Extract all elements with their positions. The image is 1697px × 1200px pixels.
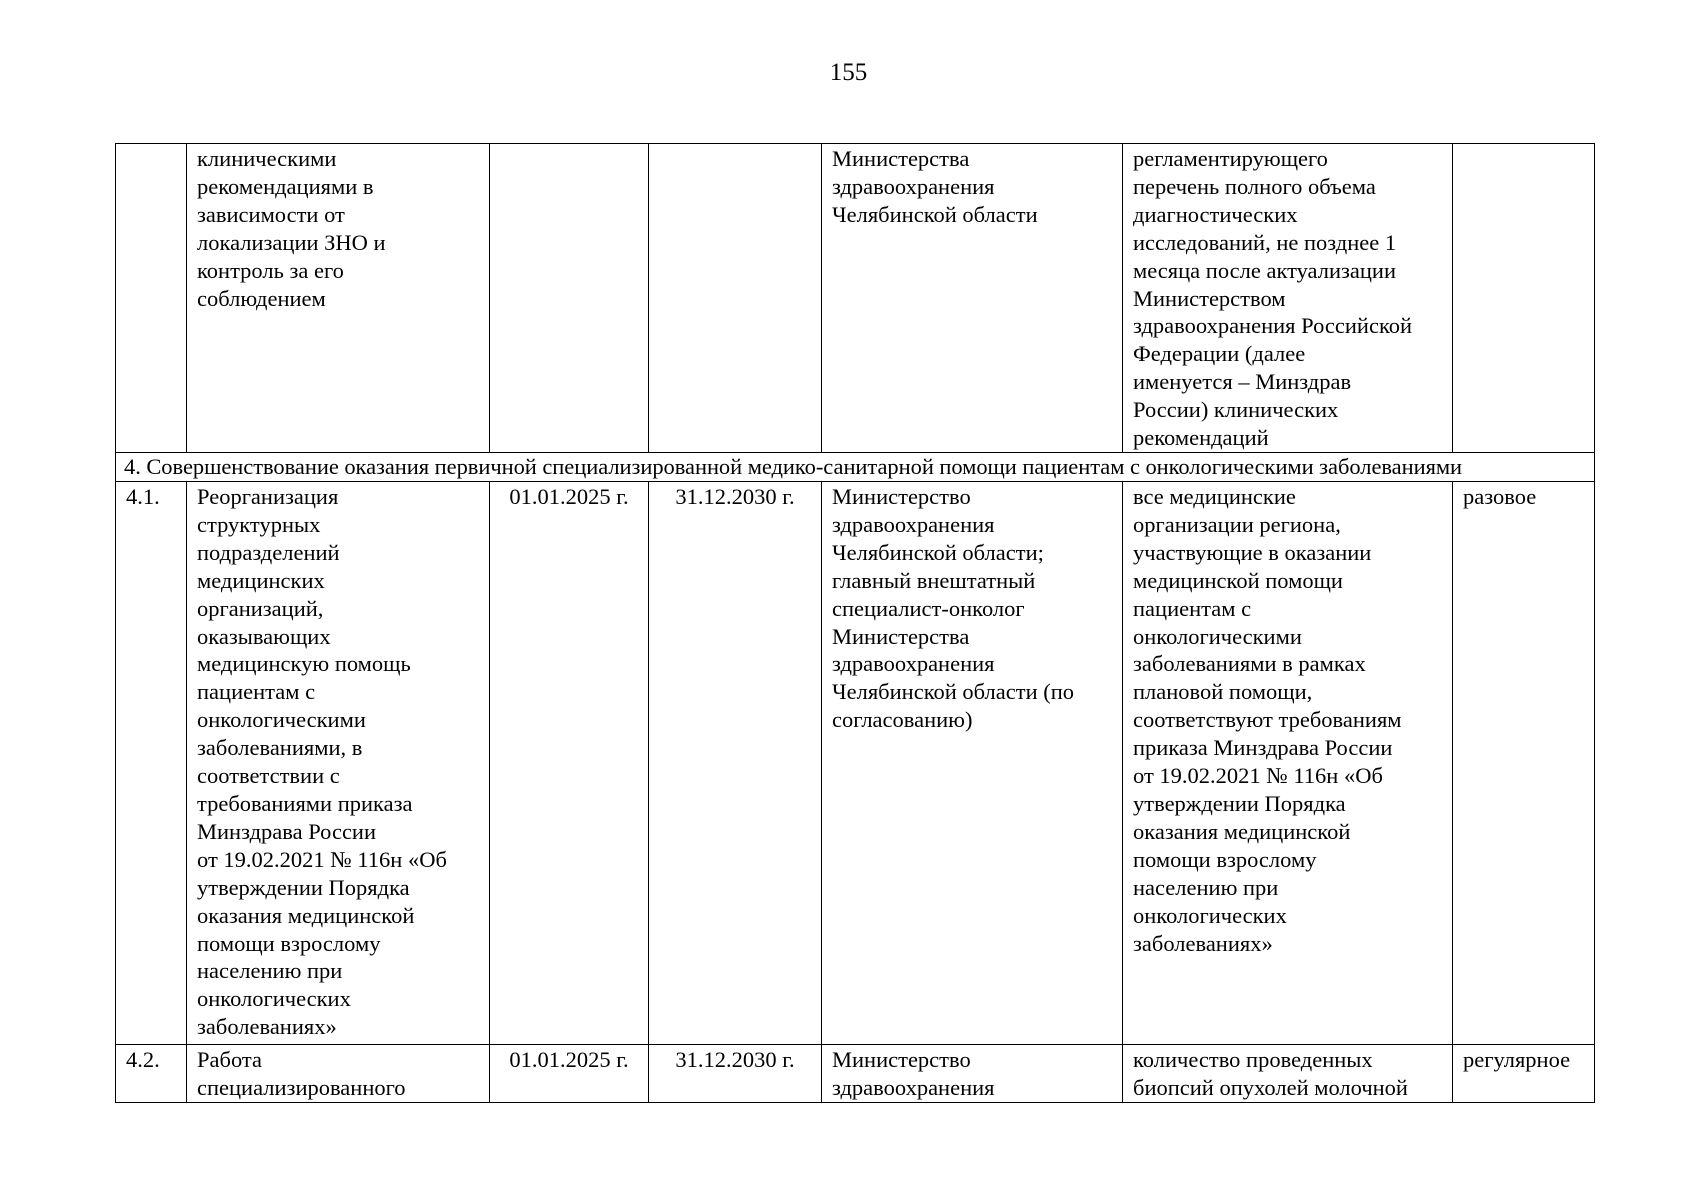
cell-line: заболеваниях» [1133,930,1273,956]
cell-line: населению при [1133,874,1279,900]
cell-line: специализированного [197,1074,406,1100]
cell-line: организаций, [197,595,324,621]
cell-line: перечень полного объема [1133,173,1376,199]
cell-line: диагностических [1133,201,1298,227]
cell-responsible [822,1045,1123,1103]
cell-line: приказа Минздрава России [1133,735,1393,761]
cell-line: рекомендаций [1133,425,1269,451]
cell-line: Челябинской области; [832,539,1044,565]
cell-type: разовое [1453,482,1595,1045]
cell-line: Министерства [832,623,970,649]
cell-line: Министерством [1133,285,1286,311]
cell-line: помощи взрослому [197,930,381,956]
cell-line: здравоохранения [832,1074,995,1100]
cell-responsible [822,144,1123,453]
cell-line: здравоохранения [832,651,995,677]
cell-activity [187,144,490,453]
cell-type: регулярное [1453,1045,1595,1103]
cell-line: участвующие в оказании [1133,539,1372,565]
cell-line: Министерство [832,1047,971,1072]
cell-line: количество проведенных [1133,1047,1373,1072]
page-number: 155 [829,59,868,86]
cell-line: соблюдением [197,285,326,311]
cell-line: регламентирующего [1133,146,1328,171]
table-row [116,1045,1595,1103]
table-row [116,482,1595,1045]
cell-line: Министерство [832,484,971,509]
cell-activity [187,1045,490,1103]
cell-responsible [822,482,1123,1045]
cell-line: от 19.02.2021 № 116н «Об [197,846,447,872]
cell-type [1453,144,1595,453]
cell-result [1123,1045,1453,1103]
cell-line: согласованию) [832,707,973,733]
cell-line: помощи взрослому [1133,846,1317,872]
cell-start-date: 01.01.2025 г. [490,1045,649,1103]
cell-line: Министерства [832,146,970,171]
table-section-row [116,453,1595,482]
cell-line: оказания медицинской [1133,818,1351,844]
cell-number [116,144,187,453]
cell-end-date [649,144,822,453]
cell-line: месяца после актуализации [1133,257,1397,283]
cell-line: онкологических [1133,902,1287,928]
cell-line: медицинских [197,567,325,593]
cell-line: пациентам с [1133,595,1252,621]
cell-line: онкологическими [197,707,366,733]
cell-number: 4.1. [116,482,187,1045]
cell-line: России) клинических [1133,397,1339,423]
cell-line: Челябинской области [832,201,1038,227]
cell-line: Федерации (далее [1133,341,1306,367]
cell-line: биопсий опухолей молочной [1133,1074,1408,1100]
cell-line: медицинской помощи [1133,567,1343,593]
cell-line: структурных [197,511,321,537]
cell-line: Работа [197,1047,262,1072]
cell-line: медицинскую помощь [197,651,411,677]
cell-line: заболеваниями в рамках [1133,651,1366,677]
cell-line: зависимости от [197,201,345,227]
cell-line: здравоохранения [832,173,995,199]
cell-line: клиническими [197,146,337,171]
cell-line: контроль за его [197,257,344,283]
cell-line: соответствии с [197,763,340,789]
cell-result [1123,144,1453,453]
cell-number: 4.2. [116,1045,187,1103]
cell-end-date: 31.12.2030 г. [649,1045,822,1103]
cell-line: утверждении Порядка [197,874,410,900]
cell-start-date [490,144,649,453]
cell-line: соответствуют требованиям [1133,707,1402,733]
cell-line: специалист-онколог [832,595,1025,621]
cell-line: заболеваниях» [197,1014,337,1040]
cell-result [1123,482,1453,1045]
cell-line: здравоохранения Российской [1133,313,1413,339]
cell-line: организации региона, [1133,511,1341,537]
table-row-continuation [116,144,1595,453]
cell-line: от 19.02.2021 № 116н «Об [1133,763,1383,789]
cell-line: рекомендациями в [197,173,374,199]
cell-line: онкологическими [1133,623,1302,649]
cell-line: исследований, не позднее 1 [1133,229,1397,255]
cell-end-date: 31.12.2030 г. [649,482,822,1045]
cell-line: главный внештатный [832,567,1036,593]
cell-line: утверждении Порядка [1133,790,1346,816]
cell-line: Минздрава России [197,818,377,844]
cell-start-date: 01.01.2025 г. [490,482,649,1045]
cell-line: Реорганизация [197,484,339,509]
cell-line: здравоохранения [832,511,995,537]
cell-line: населению при [197,958,343,984]
section-title: 4. Совершенствование оказания первичной специализированной медико-санитарной помощи пациентам с онкологическими заболеваниями [116,453,1595,482]
cell-line: подразделений [197,539,340,565]
cell-activity [187,482,490,1045]
cell-line: оказывающих [197,623,331,649]
cell-line: пациентам с [197,679,316,705]
cell-line: локализации ЗНО и [197,229,386,255]
cell-line: именуется – Минздрав [1133,369,1352,395]
cell-line: заболеваниями, в [197,735,363,761]
measures-table [115,143,1595,1103]
cell-line: требованиями приказа [197,790,413,816]
cell-line: плановой помощи, [1133,679,1313,705]
cell-line: Челябинской области (по [832,679,1075,705]
cell-line: оказания медицинской [197,902,415,928]
cell-line: все медицинские [1133,484,1296,509]
cell-line: онкологических [197,986,351,1012]
